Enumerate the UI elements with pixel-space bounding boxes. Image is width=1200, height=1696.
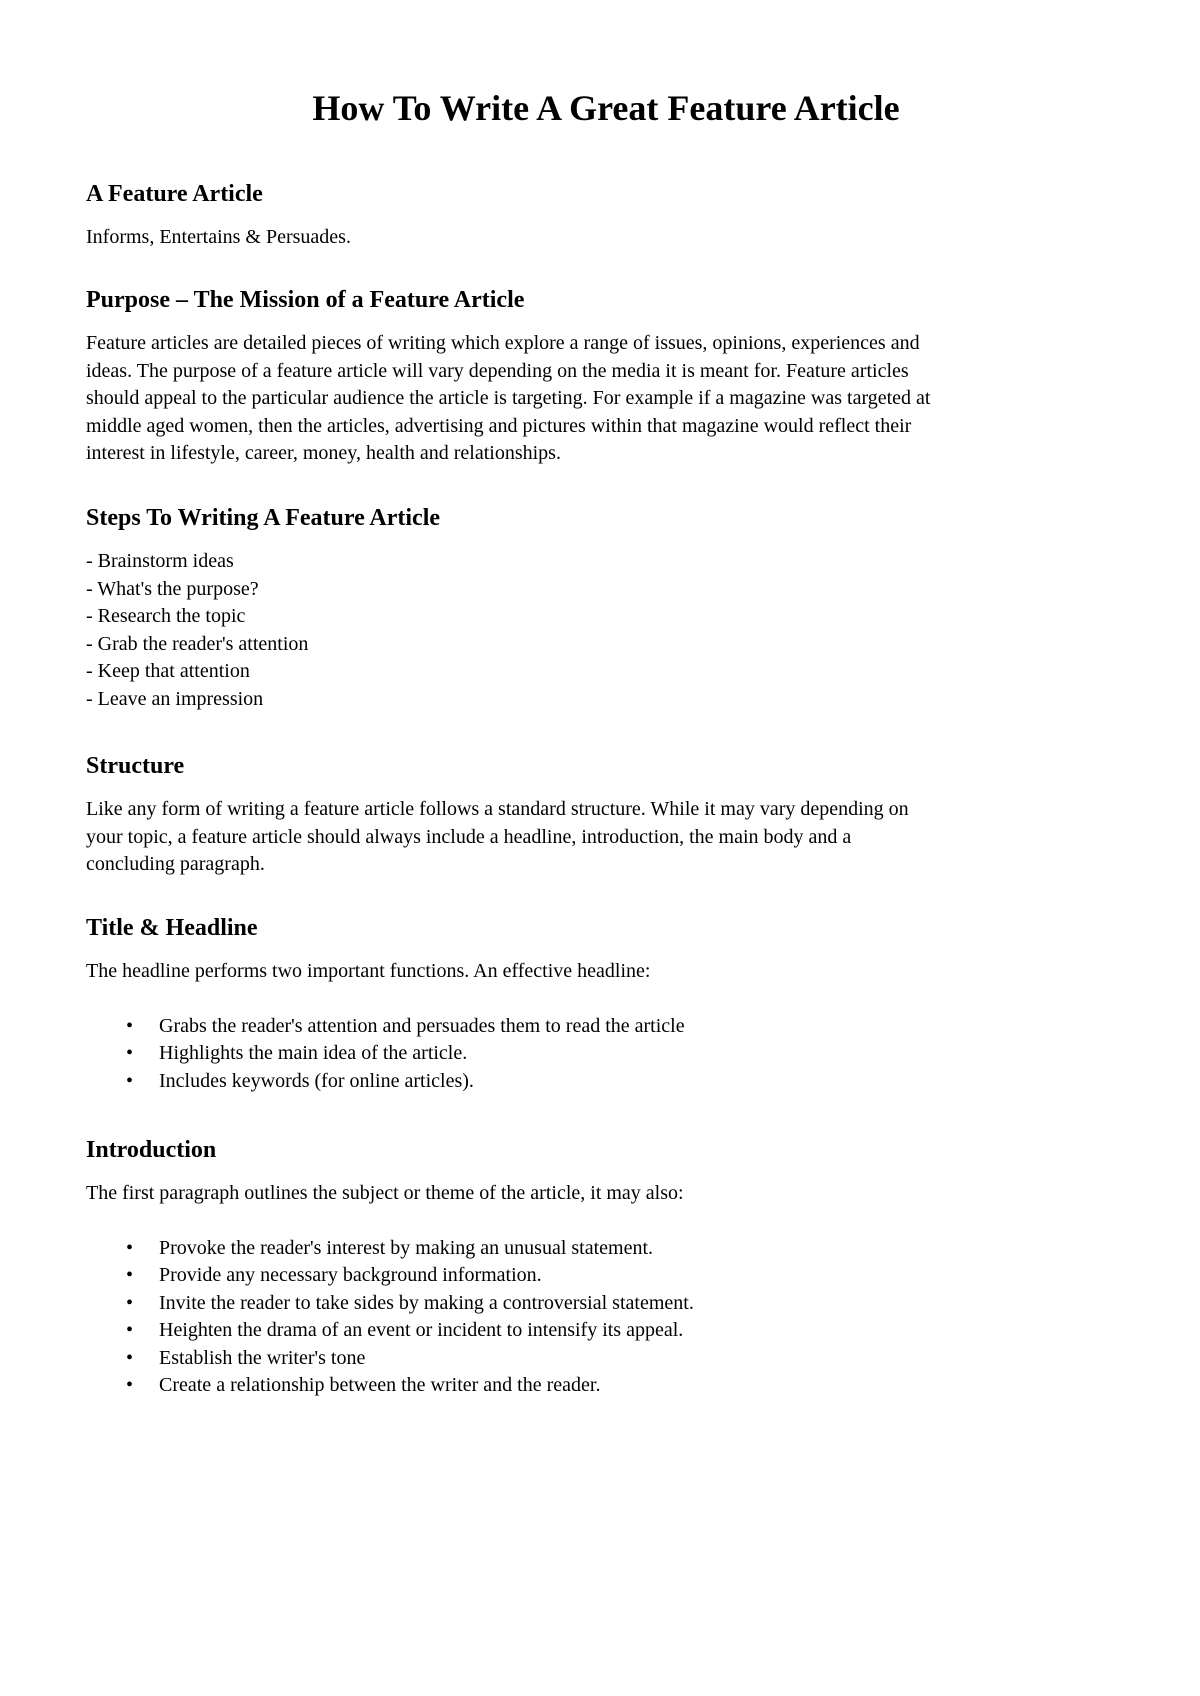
bullet-text: Invite the reader to take sides by making a controversial statement. [159, 1291, 694, 1314]
section-heading: A Feature Article [86, 181, 263, 207]
bullet-item [86, 1068, 1126, 1096]
list-item: - Keep that attention [86, 660, 250, 683]
purpose-paragraph [86, 330, 1126, 468]
bullet-item [86, 1372, 1126, 1400]
list-item: - Research the topic [86, 605, 246, 628]
bullet-item [86, 1262, 1126, 1290]
paragraph-line: Like any form of writing a feature article follows a standard structure. While it may vary depending on [86, 798, 909, 820]
bullet-icon: • [126, 1264, 134, 1287]
section-structure [86, 750, 1126, 879]
section-heading: Steps To Writing A Feature Article [86, 505, 441, 531]
paragraph-line: middle aged women, then the articles, advertising and pictures within that magazine would reflect their [86, 414, 912, 437]
bullet-text: Provide any necessary background information. [159, 1264, 542, 1287]
list-item: - Brainstorm ideas [86, 550, 234, 572]
steps-list [86, 548, 1126, 714]
section-steps [86, 502, 1126, 714]
paragraph-line: ideas. The purpose of a feature article will vary depending on the media it is meant for. Feature articles [86, 359, 909, 382]
section-intro: The headline performs two important functions. An effective headline: [86, 960, 651, 982]
bullet-text: Highlights the main idea of the article. [159, 1042, 468, 1065]
paragraph-line: should appeal to the particular audience the article is targeting. For example if a magazine was targeted at [86, 387, 931, 410]
paragraph-line: concluding paragraph. [86, 853, 265, 876]
section-heading: Introduction [86, 1137, 217, 1163]
bullet-item [86, 1345, 1126, 1373]
bullet-icon: • [126, 1014, 134, 1037]
introduction-bullet-list [86, 1235, 1126, 1400]
bullet-icon: • [126, 1236, 134, 1259]
section-heading: Structure [86, 753, 185, 779]
section-intro: The first paragraph outlines the subject or theme of the article, it may also: [86, 1182, 684, 1204]
section-feature-article [86, 178, 1126, 252]
bullet-icon: • [126, 1069, 134, 1092]
bullet-item [86, 1290, 1126, 1318]
list-item: - Grab the reader's attention [86, 632, 309, 655]
bullet-text: Provoke the reader's interest by making an unusual statement. [159, 1236, 654, 1259]
document-title: How To Write A Great Feature Article [312, 88, 900, 128]
bullet-text: Create a relationship between the writer and the reader. [159, 1374, 601, 1397]
bullet-item [86, 1235, 1126, 1263]
section-text: Informs, Entertains & Persuades. [86, 226, 351, 248]
section-purpose [86, 284, 1126, 468]
bullet-icon: • [126, 1346, 134, 1369]
section-introduction [86, 1134, 1126, 1400]
section-heading: Purpose – The Mission of a Feature Article [86, 287, 525, 313]
bullet-item [86, 1040, 1126, 1068]
bullet-icon: • [126, 1374, 134, 1397]
paragraph-line: your topic, a feature article should always include a headline, introduction, the main body and a [86, 825, 852, 848]
structure-paragraph [86, 796, 1126, 879]
section-heading: Title & Headline [86, 915, 258, 941]
list-item: - Leave an impression [86, 687, 264, 710]
paragraph-line: Feature articles are detailed pieces of writing which explore a range of issues, opinions, experiences and [86, 332, 920, 354]
bullet-icon: • [126, 1319, 134, 1342]
paragraph-line: interest in lifestyle, career, money, health and relationships. [86, 442, 561, 465]
bullet-icon: • [126, 1291, 134, 1314]
headline-bullet-list [86, 1013, 1126, 1096]
bullet-text: Grabs the reader's attention and persuades them to read the article [159, 1014, 685, 1037]
bullet-item [86, 1317, 1126, 1345]
bullet-text: Includes keywords (for online articles). [159, 1069, 474, 1092]
bullet-text: Establish the writer's tone [159, 1346, 366, 1369]
bullet-text: Heighten the drama of an event or incident to intensify its appeal. [159, 1319, 684, 1342]
bullet-item [86, 1013, 1126, 1041]
bullet-icon: • [126, 1042, 134, 1065]
list-item: - What's the purpose? [86, 577, 259, 600]
section-title-headline [86, 912, 1126, 1095]
